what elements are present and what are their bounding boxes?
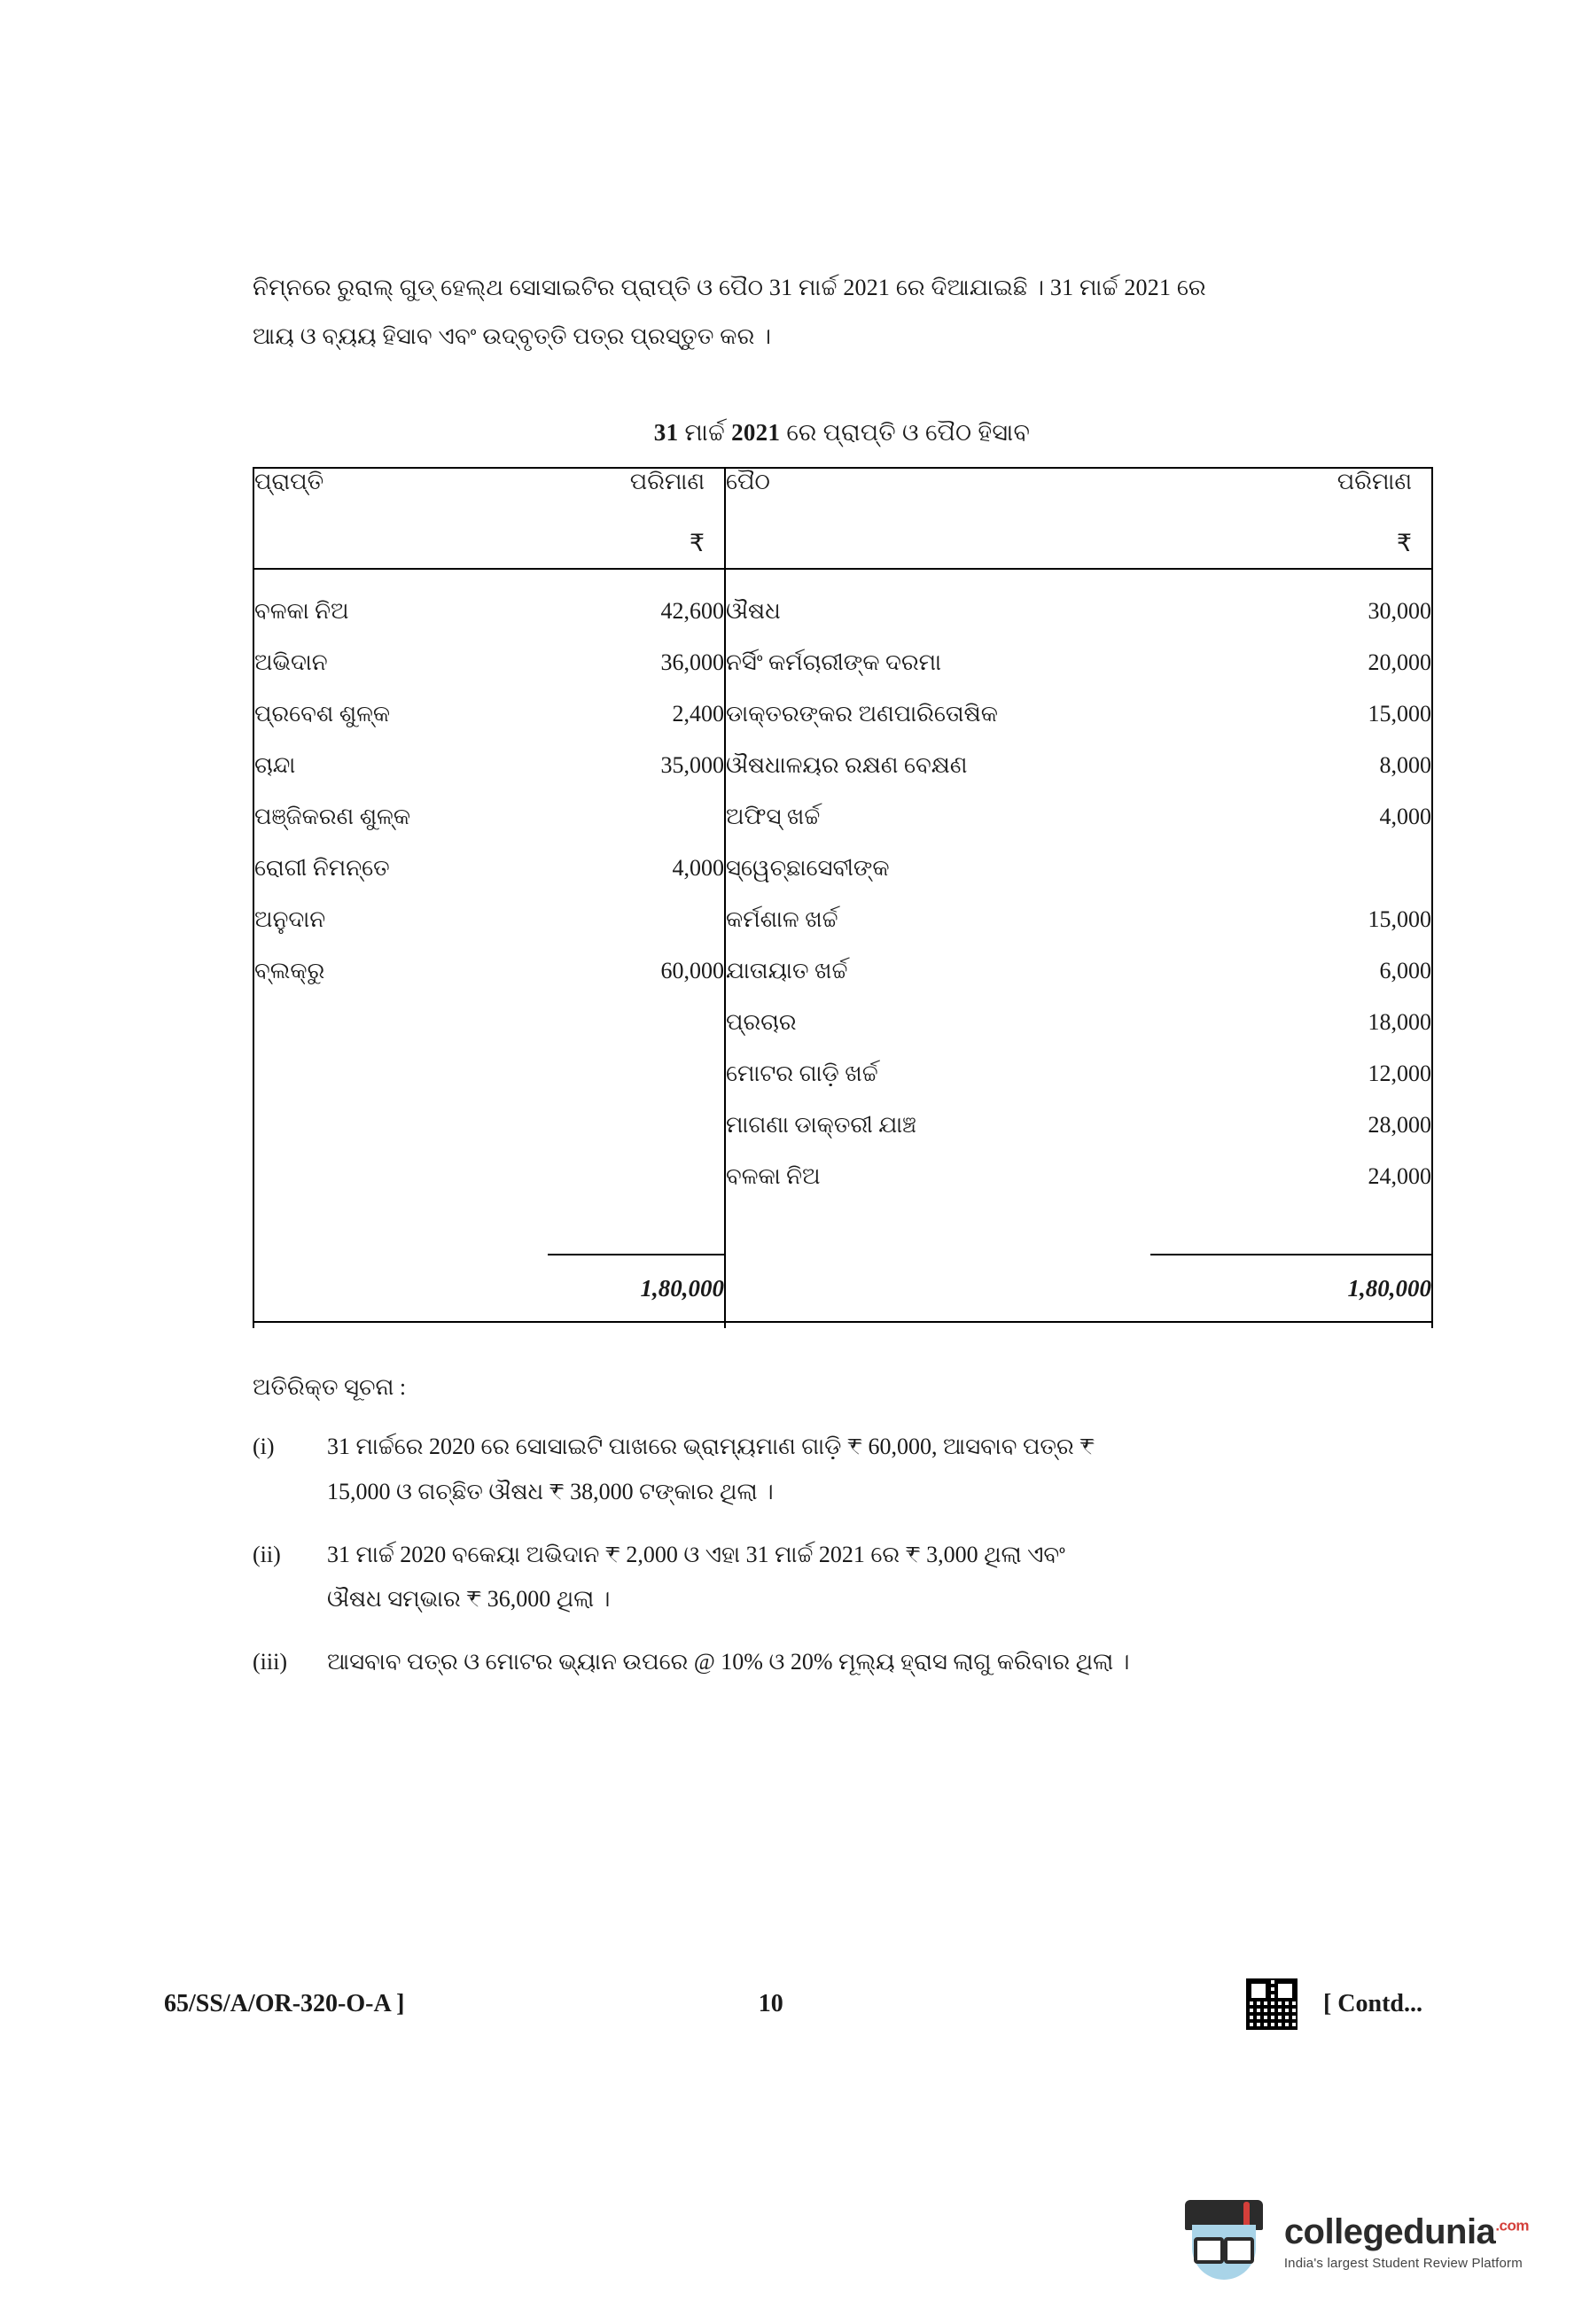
- page-content: [253, 266, 1431, 1703]
- graduate-mascot-icon: [1178, 2196, 1270, 2289]
- question-intro: [253, 266, 1431, 359]
- receipt-amount: 60,000: [548, 945, 725, 997]
- receipt-amount: [548, 894, 725, 945]
- brand-text: [1284, 2214, 1529, 2271]
- receipt-label: [253, 1151, 548, 1202]
- receipt-label: [253, 997, 548, 1048]
- note-line-2: 15,000 ଓ ଗଚ୍ଛିତ ଔଷଧ ₹ 38,000 ଟଙ୍କାର ଥିଲା ।: [327, 1479, 774, 1505]
- payment-label: ଡାକ୍ତରଙ୍କର ଅଣପାରିତୋଷିକ: [726, 701, 998, 727]
- table-row: [253, 740, 1432, 791]
- table-row: [253, 1100, 1432, 1151]
- receipts-and-payments-table: [253, 467, 1433, 1328]
- receipt-label: [253, 1202, 548, 1255]
- table-bottom-border-row: [253, 1322, 1432, 1328]
- payment-label: ଔଷଧ: [726, 598, 781, 625]
- header-cell-payments: [725, 468, 1150, 569]
- bottom-border-cell: [725, 1322, 1150, 1328]
- table-row: [253, 1048, 1432, 1100]
- brand-name-text: collegedunia: [1283, 2212, 1496, 2251]
- glasses-icon: [1194, 2237, 1254, 2257]
- note-item: [253, 1533, 1431, 1622]
- note-text: [327, 1533, 1431, 1622]
- paper-code: 65/SS/A/OR-320-O-A ]: [164, 1990, 405, 2017]
- header-cell-payments-amount: [1150, 468, 1432, 569]
- note-item: [253, 1425, 1431, 1514]
- payment-amount: 4,000: [1150, 791, 1432, 843]
- receipt-label: ଅନୁଦାନ: [253, 894, 548, 945]
- table-row: [253, 637, 1432, 688]
- question-intro-line-2: ଆୟ ଓ ବ୍ୟୟ ହିସାବ ଏବଂ ଉଦ୍‌ବୃତ୍ତି ପତ୍ର ପ୍ରସ୍ତୁତ କର ।: [253, 323, 772, 349]
- receipt-label: ବ୍ଲକ୍‌ରୁ: [253, 945, 548, 997]
- table-title-month: ମାର୍ଚ୍ଚ: [684, 419, 725, 447]
- receipt-label: ଚାନ୍ଦା: [253, 740, 548, 791]
- bottom-border-cell: [253, 1322, 548, 1328]
- header-receipts-amount-label: ପରିମାଣ: [629, 469, 705, 495]
- receipt-label: ପଞ୍ଜିକରଣ ଶୁଳ୍କ: [253, 791, 548, 843]
- payment-amount: 24,000: [1150, 1151, 1432, 1202]
- payment-label: ମୋଟର ଗାଡ଼ି ଖର୍ଚ୍ଚ: [726, 1061, 878, 1087]
- bottom-border-cell: [548, 1322, 725, 1328]
- brand-name: [1284, 2214, 1529, 2250]
- table-row: [253, 1151, 1432, 1202]
- table-row: [253, 1202, 1432, 1255]
- brand-tagline: India's largest Student Review Platform: [1283, 2256, 1523, 2271]
- payment-label: ନର୍ସିଂ କର୍ମଚାରୀଙ୍କ ଦରମା: [726, 649, 942, 676]
- payment-amount: [1150, 843, 1432, 894]
- receipt-amount: 42,600: [548, 569, 725, 637]
- header-payments-amount-label: ପରିମାଣ: [1337, 469, 1412, 495]
- receipt-amount: 4,000: [548, 843, 725, 894]
- payment-amount: 20,000: [1150, 637, 1432, 688]
- receipt-amount: [548, 1048, 725, 1100]
- table-total-row: [253, 1255, 1432, 1322]
- note-item: [253, 1640, 1431, 1685]
- header-cell-receipts-amount: [548, 468, 725, 569]
- receipt-amount: 36,000: [548, 637, 725, 688]
- header-cell-receipts: [253, 468, 548, 569]
- payment-label: ମାଗଣା ଡାକ୍ତରୀ ଯାଞ୍ଚ: [726, 1112, 916, 1139]
- payment-label: କର୍ମଶାଳ ଖର୍ଚ୍ଚ: [726, 906, 838, 933]
- receipt-label: ପ୍ରବେଶ ଶୁଳ୍କ: [253, 688, 548, 740]
- table-row: [253, 569, 1432, 637]
- table-row: [253, 688, 1432, 740]
- payment-amount: 15,000: [1150, 688, 1432, 740]
- header-payments-currency: ₹: [1396, 530, 1412, 557]
- table-row: [253, 791, 1432, 843]
- payment-amount: 15,000: [1150, 894, 1432, 945]
- glasses-left-lens: [1194, 2237, 1224, 2264]
- table-title: [253, 419, 1431, 447]
- brand-name-suffix: .com: [1495, 2217, 1529, 2235]
- table-header-row: [253, 468, 1432, 569]
- table-row: [253, 945, 1432, 997]
- payment-amount: 12,000: [1150, 1048, 1432, 1100]
- question-intro-line-1: ନିମ୍ନରେ ରୁରାଲ୍ ଗୁଡ୍ ହେଲ୍ଥ ସୋସାଇଟିର ପ୍ରାପ୍ତି ଓ ପୈଠ 31 ମାର୍ଚ୍ଚ 2021 ରେ ଦିଆଯାଇଛି । 31 ମାର୍ଚ୍ଚ 2021 ରେ: [253, 275, 1206, 300]
- payment-amount: 8,000: [1150, 740, 1432, 791]
- payment-label: ଔଷଧାଳୟର ରକ୍ଷଣ ବେକ୍ଷଣ: [726, 752, 968, 779]
- page-footer: [164, 1976, 1422, 2033]
- payment-amount: [1150, 1202, 1432, 1255]
- note-text: [327, 1640, 1431, 1685]
- bottom-border-cell: [1150, 1322, 1432, 1328]
- receipt-amount: 35,000: [548, 740, 725, 791]
- payment-label: ବଳକା ନିଅ: [726, 1163, 821, 1190]
- payment-amount: 18,000: [1150, 997, 1432, 1048]
- receipt-amount: [548, 1100, 725, 1151]
- receipt-amount: [548, 1202, 725, 1255]
- note-number: (iii): [253, 1649, 287, 1675]
- header-receipts-label: ପ୍ରାପ୍ତି: [254, 469, 324, 495]
- note-line-1: ଆସବାବ ପତ୍ର ଓ ମୋଟର ଭ୍ୟାନ ଉପରେ @ 10% ଓ 20% ମୂଲ୍ୟ ହ୍ରାସ ଲାଗୁ କରିବାର ଥିଲା ।: [327, 1649, 1130, 1675]
- payment-amount: 30,000: [1150, 569, 1432, 637]
- note-text: [327, 1425, 1431, 1514]
- payment-label: ପ୍ରଚାର: [726, 1009, 797, 1036]
- total-spacer-right: [725, 1255, 1150, 1322]
- receipt-label: [253, 1048, 548, 1100]
- page-number: 10: [758, 1990, 783, 2017]
- header-payments-label: ପୈଠ: [726, 469, 770, 495]
- payment-label: [725, 1202, 1150, 1255]
- note-number: (i): [253, 1434, 275, 1460]
- note-number: (ii): [253, 1541, 281, 1567]
- table-title-day: 31: [653, 419, 679, 447]
- receipt-amount: 2,400: [548, 688, 725, 740]
- receipt-label: ରୋଗୀ ନିମନ୍ତେ: [253, 843, 548, 894]
- table-row: [253, 843, 1432, 894]
- note-line-2: ଔଷଧ ସମ୍ଭାର ₹ 36,000 ଥିଲା ।: [327, 1586, 611, 1613]
- payment-label: ସ୍ୱେଚ୍ଛାସେବୀଙ୍କ: [726, 855, 890, 882]
- note-line-1: 31 ମାର୍ଚ୍ଚରେ 2020 ରେ ସୋସାଇଟି ପାଖରେ ଭ୍ରାମ୍ୟମାଣ ଗାଡ଼ି ₹ 60,000, ଆସବାବ ପତ୍ର ₹: [327, 1434, 1095, 1460]
- qr-code-icon: [1243, 1976, 1300, 2033]
- header-receipts-currency: ₹: [689, 530, 705, 557]
- payment-label: ଯାତାୟାତ ଖର୍ଚ୍ଚ: [726, 958, 848, 984]
- additional-information-title: ଅତିରିକ୍ତ ସୂଚନା :: [253, 1374, 407, 1401]
- payment-amount: 6,000: [1150, 945, 1432, 997]
- additional-information: [253, 1374, 1431, 1684]
- payment-amount: 28,000: [1150, 1100, 1432, 1151]
- table-title-suffix: ରେ ପ୍ରାପ୍ତି ଓ ପୈଠ ହିସାବ: [786, 419, 1031, 447]
- table-row: [253, 894, 1432, 945]
- collegedunia-watermark: [1178, 2196, 1529, 2289]
- receipt-amount: [548, 997, 725, 1048]
- payment-label: ଅଫିସ୍ ଖର୍ଚ୍ଚ: [726, 804, 821, 830]
- table-title-year: 2021: [731, 419, 781, 447]
- glasses-right-lens: [1224, 2237, 1254, 2264]
- continued-label: [ Contd...: [1322, 1990, 1422, 2017]
- table-row: [253, 997, 1432, 1048]
- receipt-label: [253, 1100, 548, 1151]
- receipt-label: ଅଭିଦାନ: [253, 637, 548, 688]
- receipt-label: ବଳକା ନିଅ: [253, 569, 548, 637]
- total-spacer-left: [253, 1255, 548, 1322]
- receipt-amount: [548, 791, 725, 843]
- receipt-amount: [548, 1151, 725, 1202]
- total-payments-amount: 1,80,000: [1150, 1255, 1432, 1322]
- total-receipts-amount: 1,80,000: [548, 1255, 725, 1322]
- note-line-1: 31 ମାର୍ଚ୍ଚ 2020 ବକେୟା ଅଭିଦାନ ₹ 2,000 ଓ ଏହା 31 ମାର୍ଚ୍ଚ 2021 ରେ ₹ 3,000 ଥିଲା ଏବଂ: [327, 1541, 1065, 1567]
